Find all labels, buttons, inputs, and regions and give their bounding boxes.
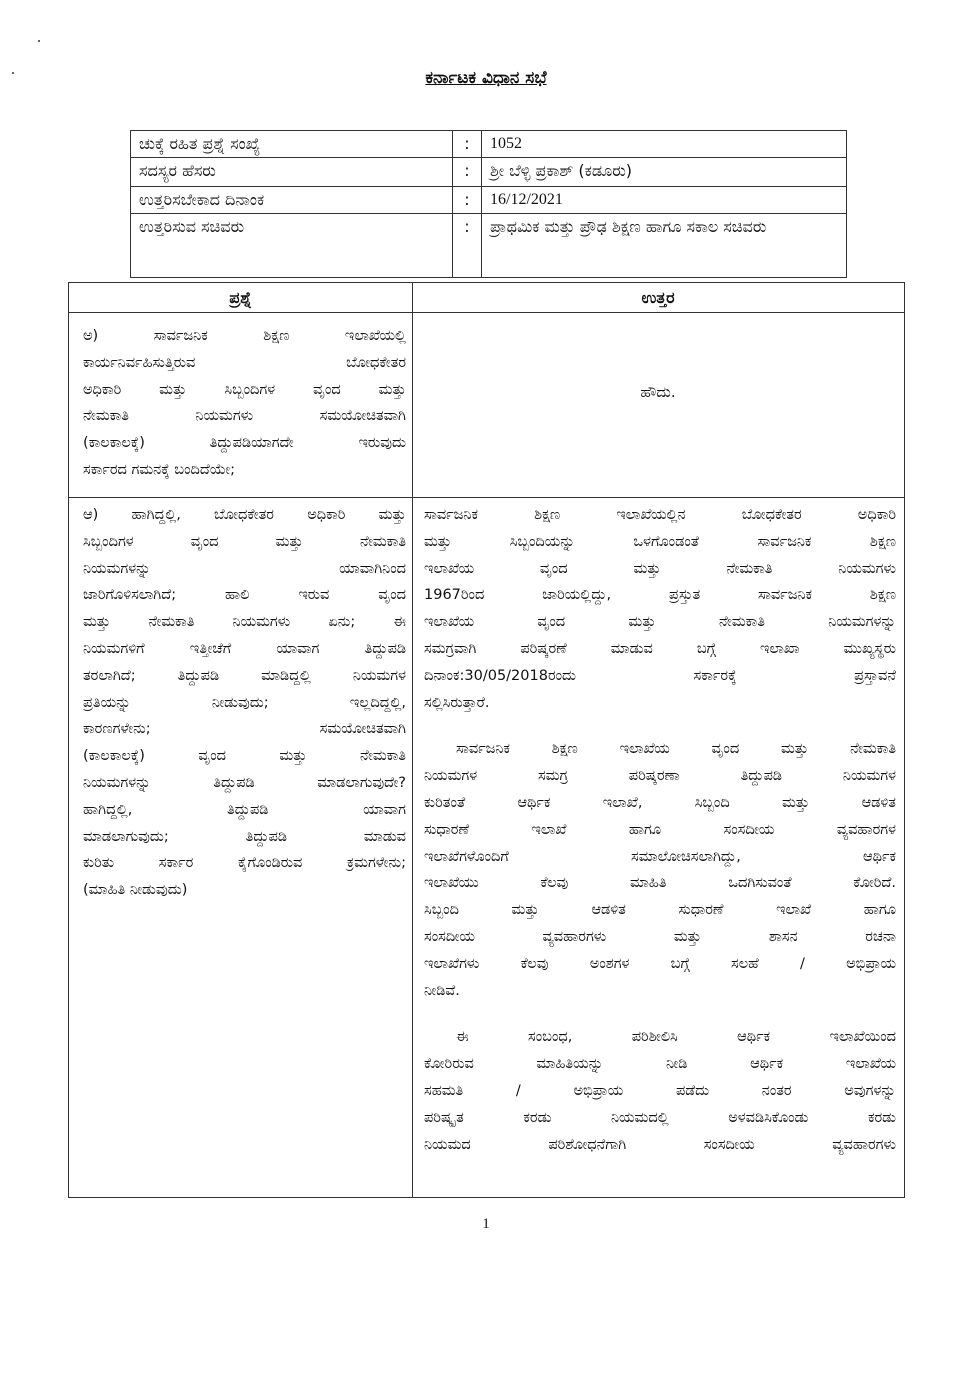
text-line: ಇಲಾಖೆಯ ವೃಂದ ಮತ್ತು ನೇಮಕಾತಿ ನಿಯಮಗಳು [424,560,896,577]
text-line: (ಕಾಲಕಾಲಕ್ಕೆ) ವೃಂದ ಮತ್ತು ನೇಮಕಾತಿ [83,748,406,765]
meta-label: ಸದಸ್ಯರ ಹೆಸರು [131,158,453,187]
text-line: (ಕಾಲಕಾಲಕ್ಕೆ) ತಿದ್ದುಪಡಿಯಾಗದೇ ಇರುವುದು [83,435,406,452]
text-line: ಅಧಿಕಾರಿ ಮತ್ತು ಸಿಬ್ಬಂದಿಗಳ ವೃಂದ ಮತ್ತು [83,381,406,398]
text-line: ಸಂಸದೀಯ ವ್ಯವಹಾರಗಳು ಮತ್ತು ಶಾಸನ ರಚನಾ [424,928,896,945]
text-line: ಕಾರ್ಯನಿರ್ವಹಿಸುತ್ತಿರುವ ಬೋಧಕೇತರ [83,354,406,371]
text-line: (ಮಾಹಿತಿ ನೀಡುವುದು) [83,882,188,899]
meta-colon: : [453,214,482,278]
question-meta-table [130,130,847,278]
row-divider [69,497,904,498]
text-line: 1967ರಿಂದ ಜಾರಿಯಲ್ಲಿದ್ದು, ಪ್ರಸ್ತುತ ಸಾರ್ವಜನಿಕ ಶಿಕ್ಷಣ [424,587,896,604]
text-line: ಈ ಸಂಬಂಧ, ಪರಿಶೀಲಿಸಿ ಆರ್ಥಿಕ ಇಲಾಖೆಯಿಂದ [456,1029,896,1046]
text-line: ಇಲಾಖೆಯ ವೃಂದ ಮತ್ತು ನೇಮಕಾತಿ ನಿಯಮಗಳನ್ನು [424,614,896,631]
meta-colon: : [453,131,482,158]
text-line: ತರಲಾಗಿದೆ; ತಿದ್ದುಪಡಿ ಮಾಡಿದ್ದಲ್ಲಿ ನಿಯಮಗಳ [83,667,406,684]
text-line: ನಿಯಮದ ಪರಿಶೋಧನೆಗಾಗಿ ಸಂಸದೀಯ ವ್ಯವಹಾರಗಳು [424,1136,896,1153]
question-column-header: ಪ್ರಶ್ನೆ [69,283,412,313]
text-line: ನೇಮಕಾತಿ ನಿಯಮಗಳು ಸಮಯೋಚಿತವಾಗಿ [83,408,406,425]
text-line: ಸರ್ಕಾರದ ಗಮನಕ್ಕೆ ಬಂದಿದೆಯೇ; [83,461,236,478]
text-line: ಅ) ಸಾರ್ವಜನಿಕ ಶಿಕ್ಷಣ ಇಲಾಖೆಯಲ್ಲಿ [83,328,406,344]
meta-row [131,187,847,214]
meta-label: ಉತ್ತರಿಸುವ ಸಚಿವರು [131,214,453,278]
page-number: 1 [482,1216,490,1232]
text-line: ಇಲಾಖೆಗಳೊಂದಿಗೆ ಸಮಾಲೋಚಿಸಲಾಗಿದ್ದು, ಆರ್ಥಿಕ [424,848,896,865]
text-line: ಪರಿಷ್ಕೃತ ಕರಡು ನಿಯಮದಲ್ಲಿ ಅಳವಡಿಸಿಕೊಂಡು ಕರಡು [424,1109,896,1126]
text-line: ಕುರಿತು ಸರ್ಕಾರ ಕೈಗೊಂಡಿರುವ ಕ್ರಮಗಳೇನು; [83,855,406,872]
answer-column-header: ಉತ್ತರ [412,283,904,313]
meta-label: ಚುಕ್ಕೆ ರಹಿತ ಪ್ರಶ್ನೆ ಸಂಖ್ಯೆ [131,131,453,158]
question-answer-table [68,282,905,1198]
text-line: ಆ) ಹಾಗಿದ್ದಲ್ಲಿ, ಬೋಧಕೇತರ ಅಧಿಕಾರಿ ಮತ್ತು [83,507,406,523]
text-line: ಕೋರಿರುವ ಮಾಹಿತಿಯನ್ನು ನೀಡಿ ಆರ್ಥಿಕ ಇಲಾಖೆಯ [424,1056,896,1073]
answer-paragraph [424,502,896,716]
text-line: ನಿಯಮಗಳನ್ನು ಯಾವಾಗಿನಿಂದ [83,560,406,577]
meta-label: ಉತ್ತರಿಸಬೇಕಾದ ದಿನಾಂಕ [131,187,453,214]
meta-row [131,131,847,158]
answer-b [424,502,896,1178]
answer-a: ಹೌದು. [640,383,676,401]
answer-paragraph [424,1024,896,1158]
answer-paragraph [424,736,896,1004]
text-line: ಸಿಬ್ಬಂದಿಗಳ ವೃಂದ ಮತ್ತು ನೇಮಕಾತಿ [83,533,406,550]
column-divider [412,283,413,1197]
text-line: ಸಾರ್ವಜನಿಕ ಶಿಕ್ಷಣ ಇಲಾಖೆಯಲ್ಲಿನ ಬೋಧಕೇತರ ಅಧಿಕಾರಿ [424,507,896,523]
meta-colon: : [453,187,482,214]
question-a [83,323,406,484]
text-line: ನಿಯಮಗಳನ್ನು ತಿದ್ದುಪಡಿ ಮಾಡಲಾಗುವುದೇ? [83,774,406,791]
text-line: ಸಲ್ಲಿಸಿರುತ್ತಾರೆ. [424,694,490,711]
text-line: ದಿನಾಂಕ:30/05/2018ರಂದು ಸರ್ಕಾರಕ್ಕೆ ಪ್ರಸ್ತಾವನೆ [424,667,896,684]
text-line: ಇಲಾಖೆಯು ಕೆಲವು ಮಾಹಿತಿ ಒದಗಿಸುವಂತೆ ಕೋರಿದೆ. [424,875,896,892]
document-title: ಕರ್ನಾಟಕ ವಿಧಾನ ಸಭೆ [425,68,547,88]
text-line: ಸುಧಾರಣೆ ಇಲಾಖೆ ಹಾಗೂ ಸಂಸದೀಯ ವ್ಯವಹಾರಗಳ [424,821,896,838]
scan-speck [38,40,40,42]
text-line: ನಿಯಮಗಳಿಗೆ ಇತ್ತೀಚೆಗೆ ಯಾವಾಗ ತಿದ್ದುಪಡಿ [83,640,406,657]
text-line: ಪ್ರತಿಯನ್ನು ನೀಡುವುದು; ಇಲ್ಲದಿದ್ದಲ್ಲಿ, [83,694,406,711]
text-line: ಮಾಡಲಾಗುವುದು; ತಿದ್ದುಪಡಿ ಮಾಡುವ [83,828,406,845]
text-line: ಸಮಗ್ರವಾಗಿ ಪರಿಷ್ಕರಣೆ ಮಾಡುವ ಬಗ್ಗೆ ಇಲಾಖಾ ಮುಖ್ಯಸ್ಥರು [424,640,896,657]
answering-minister: ಪ್ರಾಥಮಿಕ ಮತ್ತು ಪ್ರೌಢ ಶಿಕ್ಷಣ ಹಾಗೂ ಸಕಾಲ ಸಚಿವರು [482,214,847,278]
member-name: ಶ್ರೀ ಬೆಳ್ಳಿ ಪ್ರಕಾಶ್ (ಕಡೂರು) [482,158,847,187]
text-line: ಮತ್ತು ಸಿಬ್ಬಂದಿಯನ್ನು ಒಳಗೊಂಡಂತೆ ಸಾರ್ವಜನಿಕ ಶಿಕ್ಷಣ [424,533,896,550]
meta-colon: : [453,158,482,187]
text-line: ಮತ್ತು ನೇಮಕಾತಿ ನಿಯಮಗಳು ಏನು; ಈ [83,614,406,631]
text-line: ಜಾರಿಗೊಳಿಸಲಾಗಿದೆ; ಹಾಲಿ ಇರುವ ವೃಂದ [83,587,406,604]
text-line: ಕುರಿತಂತೆ ಆರ್ಥಿಕ ಇಲಾಖೆ, ಸಿಬ್ಬಂದಿ ಮತ್ತು ಆಡಳಿತ [424,794,896,811]
text-line: ನಿಯಮಗಳ ಸಮಗ್ರ ಪರಿಷ್ಕರಣಾ ತಿದ್ದುಪಡಿ ನಿಯಮಗಳ [424,768,896,785]
text-line: ಇಲಾಖೆಗಳು ಕೆಲವು ಅಂಶಗಳ ಬಗ್ಗೆ ಸಲಹೆ / ಅಭಿಪ್ರಾಯ [424,955,896,972]
text-line: ಹಾಗಿದ್ದಲ್ಲಿ, ತಿದ್ದುಪಡಿ ಯಾವಾಗ [83,801,406,818]
text-line: ಕಾರಣಗಳೇನು; ಸಮಯೋಚಿತವಾಗಿ [83,721,406,738]
text-line: ಸಾರ್ವಜನಿಕ ಶಿಕ್ಷಣ ಇಲಾಖೆಯ ವೃಂದ ಮತ್ತು ನೇಮಕಾತಿ [456,741,896,758]
text-line: ಸಿಬ್ಬಂದಿ ಮತ್ತು ಆಡಳಿತ ಸುಧಾರಣೆ ಇಲಾಖೆ ಹಾಗೂ [424,902,896,919]
answer-date: 16/12/2021 [482,187,847,214]
question-number: 1052 [482,131,847,158]
text-line: ನೀಡಿವೆ. [424,982,460,999]
question-b [83,502,406,904]
meta-row [131,214,847,278]
meta-row [131,158,847,187]
text-line: ಸಹಮತಿ / ಅಭಿಪ್ರಾಯ ಪಡೆದು ನಂತರ ಅವುಗಳನ್ನು [424,1082,896,1099]
